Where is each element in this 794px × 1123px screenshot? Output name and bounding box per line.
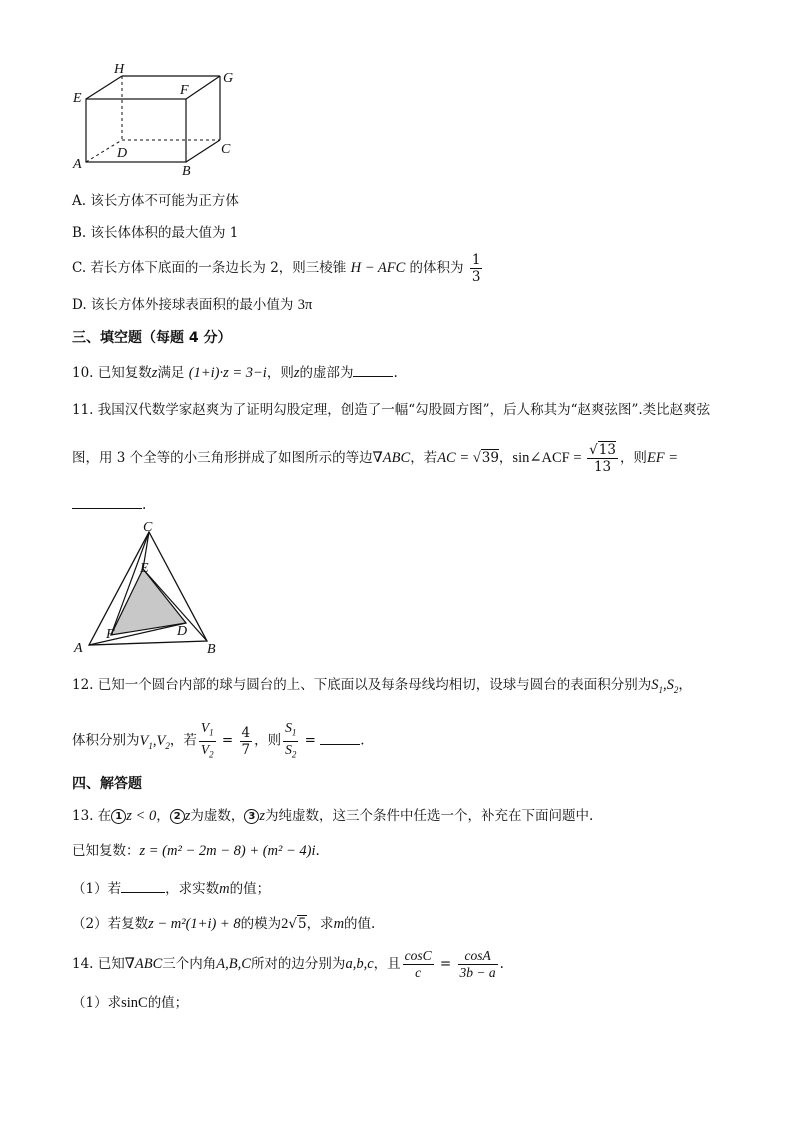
q12-ratio-fraction: $\frac{4}{7}$ bbox=[241, 724, 251, 758]
q11-answer-blank[interactable] bbox=[72, 496, 142, 509]
tri-label-E: E bbox=[140, 561, 149, 576]
q12-answer-blank[interactable] bbox=[320, 732, 360, 745]
option-d-text: D. 该长方体外接球表面积的最小值为 bbox=[72, 297, 298, 313]
q10-expr: (1+i)·z = 3−i bbox=[188, 365, 267, 381]
question-13-given: 已知复数：z = (m² − 2m − 8) + (m² − 4)i. bbox=[72, 843, 320, 859]
q12-end: . bbox=[360, 732, 365, 749]
tri-label-B: B bbox=[207, 642, 216, 657]
tri-label-C: C bbox=[143, 522, 153, 535]
q11-text-d: ，则 bbox=[619, 450, 647, 466]
label-D: D bbox=[117, 146, 128, 161]
question-13-part-1: （1）若 ，求实数m的值； bbox=[72, 881, 271, 897]
q10-z2: z bbox=[293, 365, 300, 381]
q12-v-fraction: $\frac{V_1}{V_2}$ bbox=[200, 720, 214, 760]
q10-text-4: 的虚部为 bbox=[299, 365, 354, 381]
option-c-num: 1 bbox=[471, 252, 481, 268]
q10-text-1: 已知复数 bbox=[97, 365, 152, 381]
q12-v1v2: $V_1,V_2$ bbox=[139, 732, 170, 751]
q10-text-3: ，则 bbox=[266, 365, 294, 381]
q10-end: . bbox=[393, 365, 398, 381]
zhao-shuang-triangle-figure bbox=[66, 522, 226, 658]
question-12-line-1 bbox=[72, 676, 692, 699]
question-12-line-2: 体积分别为$V_1,V_2$，若 $\frac{V_1}{V_2}$ = $\frac{4}{7}$ ，则 $\frac{S_1}{S_2}$ = . bbox=[72, 720, 365, 764]
tri-label-A: A bbox=[74, 641, 83, 656]
q10-text-2: 满足 bbox=[157, 365, 185, 381]
q11-sin-num: 13 bbox=[598, 442, 616, 458]
option-c-fraction bbox=[470, 252, 483, 285]
q12-text-2b: ，若 bbox=[169, 732, 197, 749]
question-11-line-1: 11. 我国汉代数学家赵爽为了证明勾股定理，创造了一幅“勾股圆方图”，后人称其为“赵爽弦图”.类比赵爽弦 bbox=[72, 402, 711, 418]
option-d bbox=[72, 296, 312, 314]
label-A: A bbox=[73, 157, 82, 172]
section-4-title: 四、解答题 bbox=[72, 776, 142, 792]
q11-sin-fraction: $\frac{√13}{13}$ bbox=[589, 442, 616, 475]
q11-text-a: 图，用 3 个全等的小三角形拼成了如图所示的等边 bbox=[72, 450, 373, 466]
label-G: G bbox=[223, 71, 234, 86]
cuboid-figure bbox=[60, 62, 240, 180]
question-11-blank-line bbox=[72, 496, 146, 514]
section-3-title: 三、填空题（每题 4 分） bbox=[72, 330, 232, 346]
question-13: 13. 在 1 z < 0， 2 z为虚数， 3 z为纯虚数，这三个条件中任选一个，补充在下面问题中. bbox=[72, 808, 594, 824]
q10-z: z bbox=[151, 365, 158, 381]
question-13-part-2: （2）若复数z − m²(1+i) + 8的模为2√5，求m的值. bbox=[72, 916, 376, 932]
q12-s1: $S_1,S_2$ bbox=[651, 677, 679, 695]
q12-text-1: 12. 已知一个圆台内部的球与圆台的上、下底面以及每条母线均相切，设球与圆台的表面积分别为 bbox=[72, 677, 652, 693]
q11-end: . bbox=[142, 497, 147, 513]
option-c-expr: H − AFC bbox=[350, 260, 406, 276]
q11-text-b: ，若 bbox=[410, 450, 438, 466]
q10-number: 10. bbox=[72, 365, 94, 381]
question-10 bbox=[72, 364, 398, 382]
option-c-mid: 的体积为 bbox=[405, 260, 468, 276]
option-c-text: C. 若长方体下底面的一条边长为 2，则三棱锥 bbox=[72, 260, 351, 276]
q12-s-fraction: $\frac{S_1}{S_2}$ bbox=[285, 720, 297, 760]
label-F: F bbox=[180, 83, 189, 98]
q11-sin-den: 13 bbox=[593, 459, 612, 475]
q13-given-expr: z = (m² − 2m − 8) + (m² − 4)i bbox=[139, 843, 316, 859]
circled-3: 3 bbox=[244, 809, 259, 824]
circled-1: 1 bbox=[111, 809, 126, 824]
option-b: B. 该长体体积的最大值为 1 bbox=[72, 225, 239, 241]
label-E: E bbox=[73, 91, 82, 106]
question-14-part-1: （1）求sinC的值； bbox=[72, 995, 189, 1011]
option-c bbox=[72, 250, 484, 286]
q13-answer-blank[interactable] bbox=[121, 880, 165, 893]
q11-ac-radicand: 39 bbox=[481, 450, 499, 466]
q14-left-fraction: $\frac{\cos C}{c}$ bbox=[404, 948, 432, 980]
q12-text-2c: ，则 bbox=[254, 732, 282, 749]
q13-part2-expr: z − m²(1+i) + 8 bbox=[148, 916, 241, 932]
q12-text-2a: 体积分别为 bbox=[72, 732, 140, 749]
q10-answer-blank[interactable] bbox=[353, 364, 393, 377]
option-d-value: 3π bbox=[297, 297, 313, 313]
circled-2: 2 bbox=[170, 809, 185, 824]
q11-ac: AC = bbox=[437, 450, 473, 466]
q11-sin: sin∠ACF = bbox=[512, 450, 586, 466]
label-H: H bbox=[114, 62, 125, 77]
q12-text-1b: ， bbox=[678, 677, 692, 693]
tri-label-D: D bbox=[177, 624, 188, 639]
q11-text-c: ， bbox=[498, 450, 513, 466]
option-a: A. 该长方体不可能为正方体 bbox=[72, 193, 239, 209]
q14-right-fraction: $\frac{\cos A}{3b - a}$ bbox=[459, 948, 496, 980]
label-C: C bbox=[221, 142, 231, 157]
question-11-line-2: 图，用 3 个全等的小三角形拼成了如图所示的等边∇ABC，若AC = √39，sin∠ACF = $\frac{√13}{13}$ ，则EF = bbox=[72, 442, 679, 475]
label-B: B bbox=[182, 164, 191, 179]
tri-label-F: F bbox=[106, 627, 115, 642]
option-c-den: 3 bbox=[471, 269, 481, 285]
q11-ef: EF = bbox=[646, 450, 679, 466]
q11-triangle: ∇ABC bbox=[372, 450, 411, 466]
question-14: 14. 已知∇ABC三个内角A,B,C所对的边分别为a,b,c，且 $\frac{\cos C}{c}$ = $\frac{\cos A}{3b - a}$ . bbox=[72, 948, 504, 980]
